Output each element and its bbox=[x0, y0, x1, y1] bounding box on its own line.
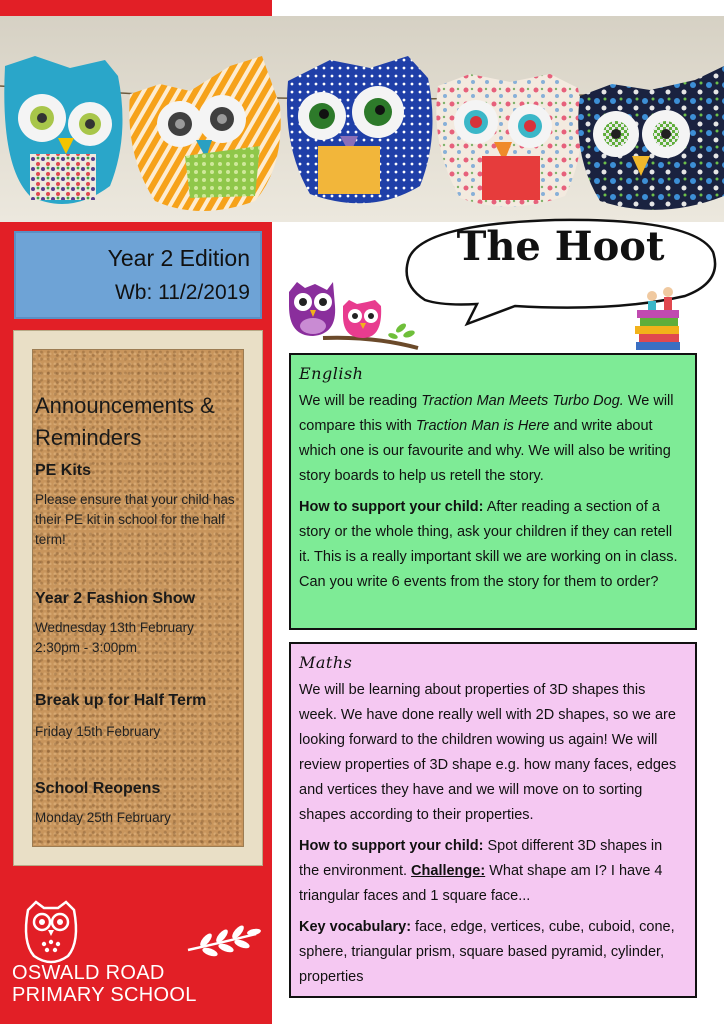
announcement-text: Friday 15th February bbox=[35, 724, 161, 739]
maths-section bbox=[289, 642, 697, 998]
book-stack-with-kids bbox=[630, 282, 688, 354]
cartoon-owls-on-branch bbox=[283, 276, 423, 356]
challenge-label: Challenge: bbox=[411, 863, 486, 879]
week-beginning-date: Wb: 11/2/2019 bbox=[114, 281, 250, 304]
announcement-text: Please ensure that your child has their PE kit in school for the half term! bbox=[35, 492, 235, 547]
maths-heading: Maths bbox=[299, 653, 353, 672]
book-title: Traction Man Meets Turbo Dog. bbox=[421, 393, 624, 409]
announcements-board bbox=[32, 349, 244, 847]
edition-box bbox=[14, 231, 262, 319]
school-name bbox=[12, 962, 262, 1006]
laurel-leaf-icon bbox=[188, 924, 261, 958]
announcement-text: Monday 25th February bbox=[35, 810, 171, 825]
newsletter-title: The Hoot bbox=[456, 223, 665, 270]
announcement-text: 2:30pm - 3:00pm bbox=[35, 640, 138, 655]
owl-banner-photo bbox=[0, 16, 724, 222]
school-name-line2: PRIMARY SCHOOL bbox=[12, 984, 197, 1006]
maths-vocabulary: Key vocabulary: face, edge, vertices, cube, cuboid, cone, sphere, triangular prism, square based pyramid, cylinder, properties bbox=[299, 919, 675, 985]
english-heading: English bbox=[299, 364, 364, 383]
maths-overview: We will be learning about properties of 3D shapes this week. We have done really well with 2D shapes, so we are looking forward to the children wowing us again! We will review properties of 3D shape e.g. how many faces, edges and vertices they have and we will move on to sorting shapes according to their properties. bbox=[299, 682, 677, 823]
owl-banner-illustration bbox=[0, 16, 724, 222]
vocab-label: Key vocabulary: bbox=[299, 919, 412, 935]
announcement-heading: School Reopens bbox=[35, 780, 161, 797]
announcement-text: Wednesday 13th February bbox=[35, 620, 194, 635]
school-name-line1: OSWALD ROAD bbox=[12, 962, 165, 984]
edition-title: Year 2 Edition bbox=[107, 245, 250, 271]
english-overview: We will be reading Traction Man Meets Turbo Dog. We will compare this with Traction Man is Here and write about which one is our favourite and why. We will also be writing story boards to help us retell the story. bbox=[299, 393, 674, 484]
cork-board-frame bbox=[13, 330, 263, 866]
announcement-heading: PE Kits bbox=[35, 462, 92, 479]
english-section bbox=[289, 353, 697, 630]
support-label: How to support your child: bbox=[299, 838, 484, 854]
maths-support: How to support your child: Spot different 3D shapes in the environment. Challenge: What shape am I? I have 4 triangular faces and 1 square face... bbox=[299, 838, 663, 904]
announcements-title: Announcements & Reminders bbox=[35, 393, 215, 450]
book-title: Traction Man is Here bbox=[415, 418, 550, 434]
announcement-heading: Year 2 Fashion Show bbox=[35, 590, 196, 607]
announcement-heading: Break up for Half Term bbox=[35, 692, 207, 709]
english-support: How to support your child: After reading a section of a story or the whole thing, ask your children if they can retell it. This is a really important skill we are working on in class. Can you write 6 events from the story for them to order? bbox=[299, 499, 678, 590]
support-label: How to support your child: bbox=[299, 499, 484, 515]
